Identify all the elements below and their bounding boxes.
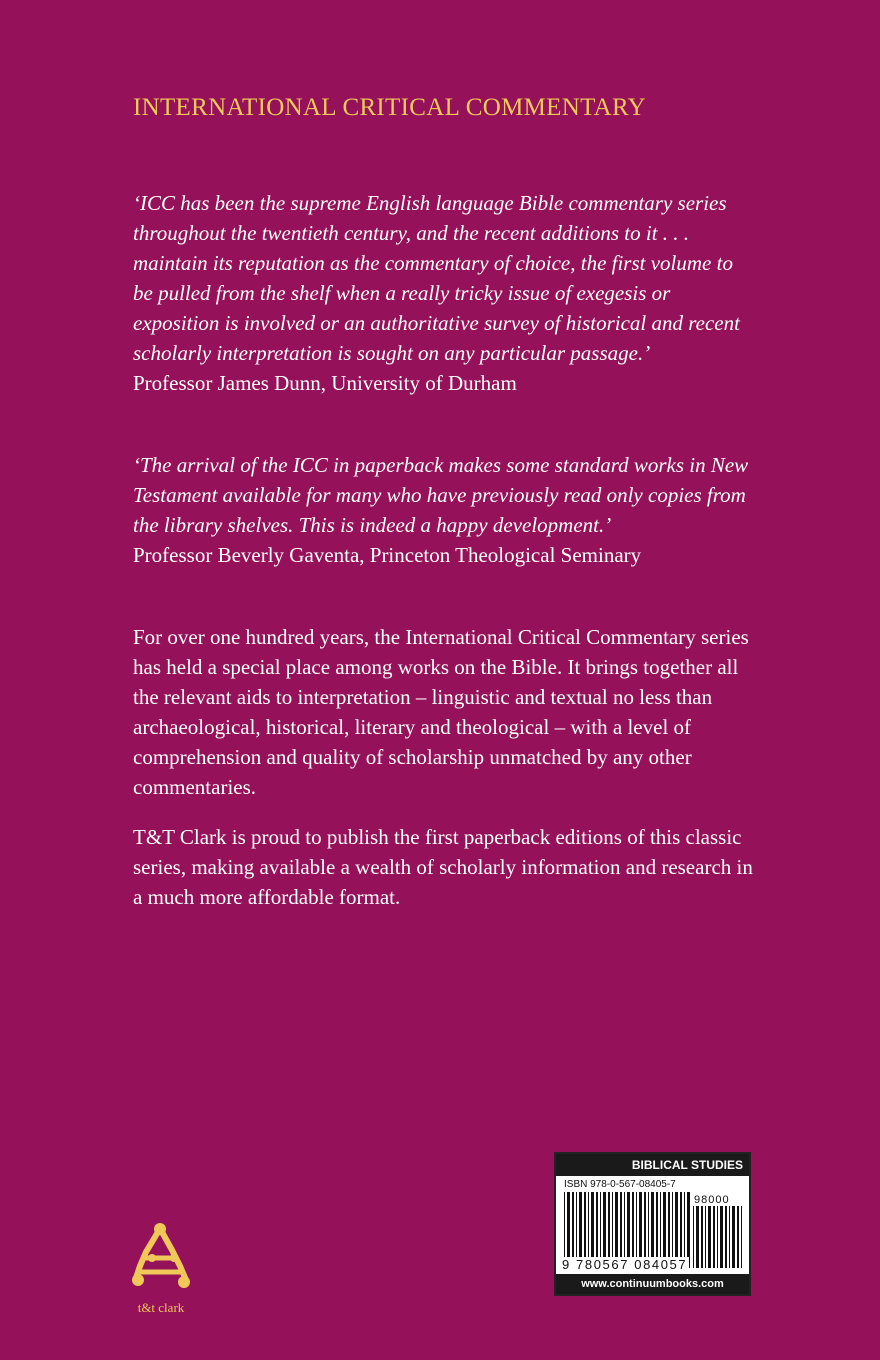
barcode-bar xyxy=(720,1206,723,1268)
quote-dunn xyxy=(133,188,753,398)
paragraph-text: For over one hundred years, the International Critical Commentary series has held a special place among works on the Bible. It brings together all the relevant aids to interpretation – linguistic and textual no less than archaeological, historical, literary and theological – with a level of comprehension and quality of scholarship unmatched by any other commentaries. xyxy=(133,625,749,799)
barcode-bar xyxy=(713,1206,715,1268)
quote-attribution: Professor James Dunn, University of Durham xyxy=(133,371,517,395)
logo-caption: t&t clark xyxy=(137,1300,185,1315)
continuum-logo-icon xyxy=(130,1222,192,1298)
publisher-logo xyxy=(130,1222,192,1318)
barcode-number: 9 780567 084057 xyxy=(562,1257,688,1272)
quote-gaventa xyxy=(133,450,753,570)
series-title: INTERNATIONAL CRITICAL COMMENTARY xyxy=(133,94,646,121)
quote-attribution: Professor Beverly Gaventa, Princeton Theological Seminary xyxy=(133,543,642,567)
barcode-bar xyxy=(732,1206,735,1268)
barcode-bar xyxy=(741,1206,742,1268)
addon-barcode-bars xyxy=(693,1206,745,1268)
description-paragraph xyxy=(133,622,753,802)
category-label: BIBLICAL STUDIES xyxy=(556,1154,749,1176)
barcode-box xyxy=(554,1152,751,1296)
website-label: www.continuumbooks.com xyxy=(556,1274,749,1294)
barcode-bar xyxy=(701,1206,703,1268)
isbn-text: ISBN 978-0-567-08405-7 xyxy=(564,1179,676,1190)
barcode-bar xyxy=(737,1206,739,1268)
publisher-paragraph xyxy=(133,822,753,912)
paragraph-text: T&T Clark is proud to publish the first paperback editions of this classic series, making available a wealth of scholarly information and research in a much more affordable format. xyxy=(133,825,753,909)
barcode-bar xyxy=(693,1206,694,1268)
price-addon-text: 98000 xyxy=(694,1194,730,1206)
quote-text: ‘The arrival of the ICC in paperback makes some standard works in New Testament available for many who have previously read only copies from the library shelves. This is indeed a happy development.’ xyxy=(133,453,749,537)
barcode-bar xyxy=(708,1206,711,1268)
barcode-bar xyxy=(725,1206,727,1268)
barcode-bar xyxy=(696,1206,699,1268)
barcode-bar xyxy=(729,1206,730,1268)
quote-text: ‘ICC has been the supreme English language Bible commentary series throughout the twentieth century, and the recent additions to it . . . maintain its reputation as the commentary of choice, the first volume to be pulled from the shelf when a really tricky issue of exegesis or exposition is involved or an authoritative survey of historical and recent scholarly interpretation is sought on any particular passage.’ xyxy=(133,191,740,365)
barcode-bar xyxy=(717,1206,718,1268)
barcode-bar xyxy=(705,1206,706,1268)
